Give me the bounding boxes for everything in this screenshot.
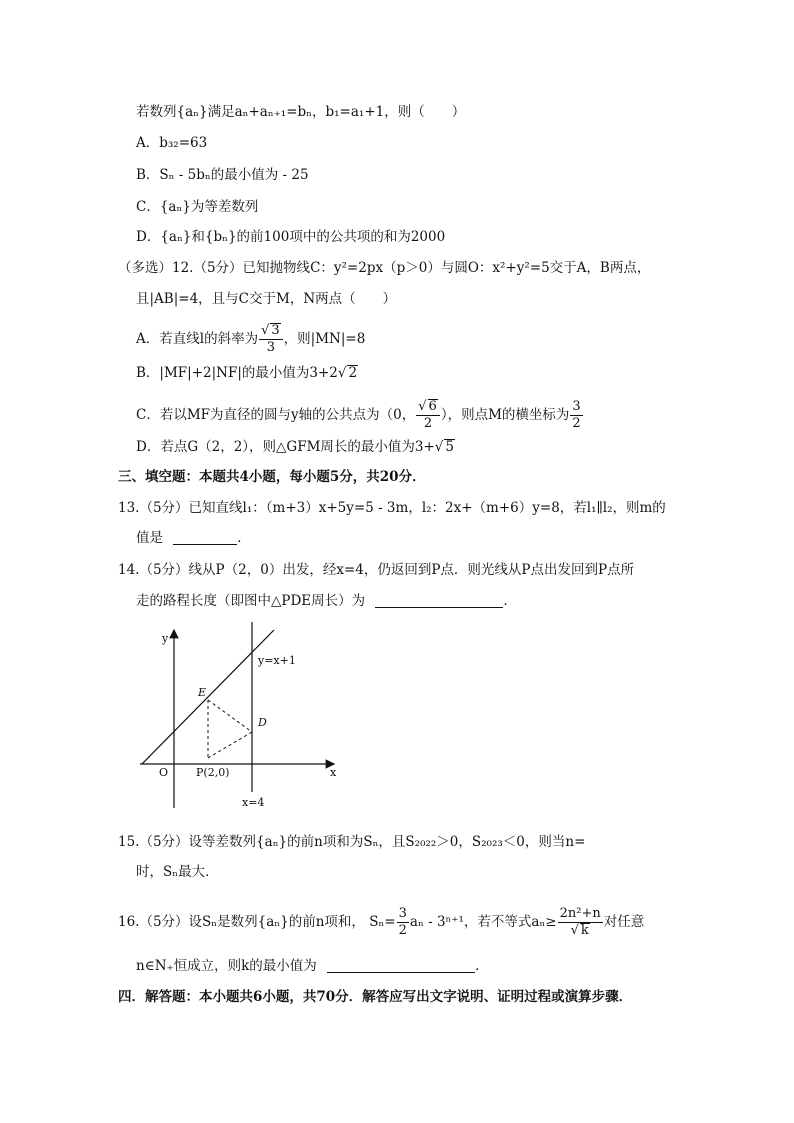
q15-line1: 15.（5分）设等差数列{aₙ}的前n项和为Sₙ，且S₂₀₂₂＞0，S₂₀₂₃＜0，则当n= (118, 834, 586, 850)
q12-a-num: 3 (271, 323, 280, 338)
q16-line2: n∈N₊恒成立，则k的最小值为 ． (136, 958, 489, 974)
q12-a-post: ，则|MN|=8 (283, 331, 366, 347)
q12-c-pre: C．若以MF为直径的圆与y轴的公共点为（0， (136, 407, 416, 423)
q12-line2: 且|AB|=4，且与C交于M，N两点（ ） (136, 291, 397, 307)
point-d-label: D (258, 716, 267, 729)
q16-answer-blank[interactable] (327, 958, 475, 973)
q14-figure (134, 620, 344, 812)
q12-c-fraction2 (570, 399, 582, 432)
q16-sn: Sₙ= (369, 914, 396, 930)
vline-label: x=4 (242, 796, 265, 809)
section3-heading: 三、填空题：本题共4小题，每小题5分，共20分． (118, 469, 426, 485)
q12-c-fraction: $\frac{√ 6}{2}$ (416, 399, 440, 432)
q12-option-b: B．|MF|+2|NF|的最小值为3+2√ 2 (136, 365, 358, 381)
q16-ineq-num: 2n²+n (559, 906, 601, 921)
point-e-label: E (198, 686, 207, 699)
q16-pre: 16.（5分）设Sₙ是数列{aₙ}的前n项和， (118, 914, 365, 930)
q12-option-a (136, 323, 365, 356)
q16-ineq-den: k (580, 923, 589, 938)
q11-option-d: D．{aₙ}和{bₙ}的前100项中的公共项的和为2000 (136, 229, 446, 245)
q16-f-num: 3 (398, 906, 407, 921)
q16-line1 (118, 906, 644, 939)
q14-answer-blank[interactable] (375, 593, 503, 608)
q16-fraction (397, 906, 409, 939)
q13-label: 值是 (136, 530, 163, 546)
segment-ed (208, 700, 252, 732)
origin-label: O (159, 766, 169, 779)
section4-heading: 四．解答题：本小题共6小题，共70分．解答应写出文字说明、证明过程或演算步骤． (118, 989, 633, 1005)
q12-a-pre: A．若直线l的斜率为 (136, 331, 259, 347)
q16-ineq-fraction: $\frac{\text{2n²+n}}{√ k}$ (559, 906, 601, 938)
point-p-label: P(2,0) (196, 766, 230, 779)
x-axis-label: x (330, 766, 337, 779)
q12-b-text: B．|MF|+2|NF|的最小值为3+2 (136, 365, 338, 381)
q16-label: n∈N₊恒成立，则k的最小值为 (136, 958, 317, 974)
line-label: y=x+1 (258, 654, 296, 667)
q12-b-sqrt: 2 (348, 365, 358, 381)
q13-line1: 13.（5分）已知直线l₁：（m+3）x+5y=5 - 3m，l₂：2x+（m+6）y=8，若l₁∥l₂，则m的 (118, 500, 666, 516)
q13-answer-blank[interactable] (173, 530, 237, 545)
q11-stem: 若数列{aₙ}满足aₙ+aₙ₊₁=bₙ，b₁=a₁+1，则（ ） (136, 104, 466, 120)
q12-a-fraction: $\frac{√ 3}{3}$ (259, 323, 283, 356)
q15-line2: 时，Sₙ最大． (136, 864, 219, 880)
q12-c-num: 6 (428, 399, 437, 414)
q16-post: 对任意 (603, 914, 645, 930)
q12-c-fnum: 3 (572, 399, 581, 414)
q11-option-b: B．Sₙ - 5bₙ的最小值为 - 25 (136, 167, 309, 183)
q11-option-a: A．b₃₂=63 (136, 135, 208, 151)
q16-f-den: 2 (398, 923, 407, 938)
q12-prefix: （多选）12.（5分）已知抛物线 (118, 260, 311, 276)
q12-option-c (136, 399, 584, 432)
q12-d-text: D．若点G（2，2），则△GFM周长的最小值为3+ (136, 439, 435, 455)
q12-line1 (118, 258, 650, 278)
q14-line1: 14.（5分）线从P（2，0）出发，经x=4，仍返回到P点．则光线从P点出发回到P点所 (118, 562, 635, 578)
q14-line2: 走的路程长度（即图中△PDE周长）为 ． (136, 593, 517, 609)
y-axis-label: y (162, 632, 169, 645)
q12-c-fden: 2 (572, 416, 581, 431)
q13-line2: 值是 ． (136, 530, 251, 546)
q12-a-den: 3 (266, 340, 275, 355)
q14-label: 走的路程长度（即图中△PDE周长）为 (136, 593, 366, 609)
q12-c-den: 2 (423, 416, 433, 431)
q12-eq1: C：y²=2px（p＞0）与圆O：x²+y²=5交于A，B两点， (310, 260, 651, 276)
q12-d-sqrt: 5 (445, 439, 454, 455)
segment-pd (208, 732, 252, 758)
q16-mid: aₙ - 3ⁿ⁺¹，若不等式aₙ≥ (409, 914, 557, 930)
q12-option-d: D．若点G（2，2），则△GFM周长的最小值为3+√ 5 (136, 439, 454, 455)
q11-option-c: C．{aₙ}为等差数列 (136, 199, 259, 215)
q12-c-mid: ），则点M的横坐标为 (440, 407, 570, 423)
